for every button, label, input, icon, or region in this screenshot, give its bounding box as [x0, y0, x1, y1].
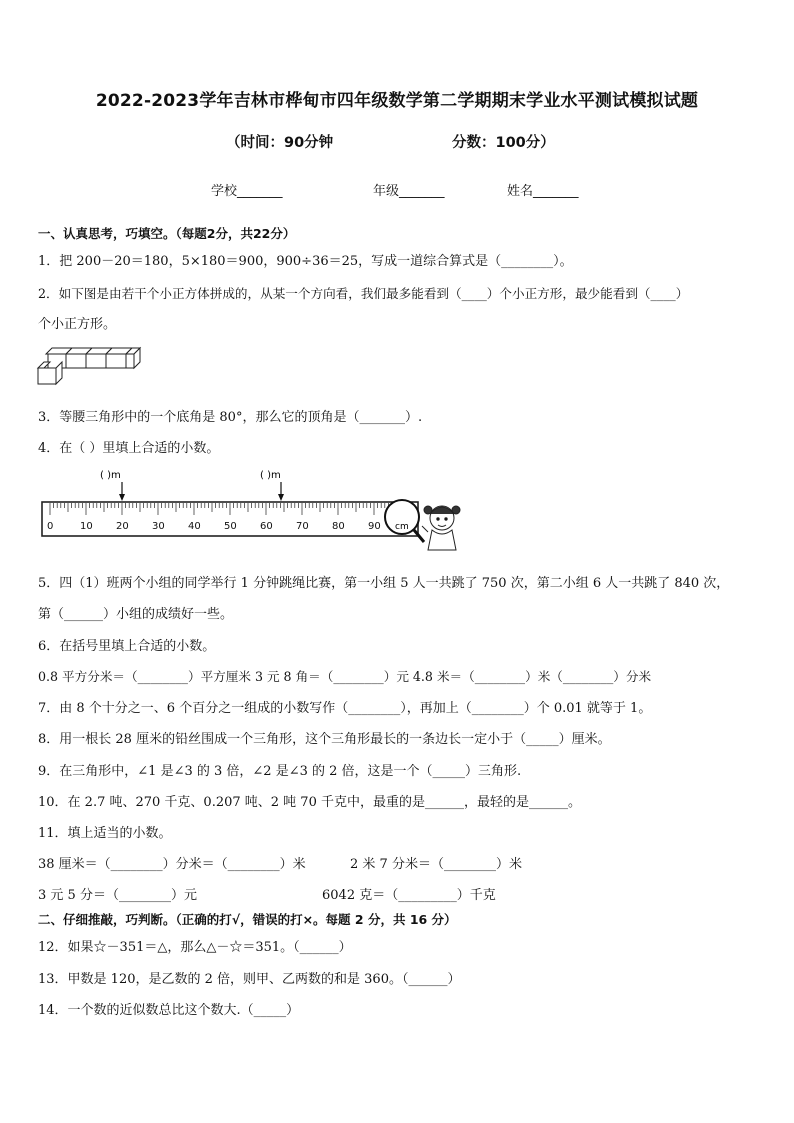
question-7: 7．由 8 个十分之一、6 个百分之一组成的小数写作（________），再加上（________）个 0.01 就等于 1。: [38, 701, 652, 716]
question-5-line-2: 第（______）小组的成绩好一些。: [38, 607, 234, 622]
cubes-figure: [36, 342, 146, 388]
question-6: 6．在括号里填上合适的小数。: [38, 639, 216, 654]
question-8: 8．用一根长 28 厘米的铅丝围成一个三角形，这个三角形最长的一条边长一定小于（_____）厘米。: [38, 732, 611, 747]
question-3: 3．等腰三角形中的一个底角是 80°，那么它的顶角是（_______）.: [38, 410, 423, 425]
question-2-line-1: 2．如下图是由若干个小正方体拼成的，从某一个方向看，我们最多能看到（____）个小正方形，最少能看到（____）: [38, 286, 689, 301]
ruler-tick-label: 0: [47, 521, 54, 532]
question-6-items: 0.8 平方分米＝（________）平方厘米 3 元 8 角＝（________）元 4.8 米＝（________）米（________）分米: [38, 669, 652, 684]
school-field: 学校_______: [211, 184, 283, 199]
question-13: 13．甲数是 120，是乙数的 2 倍，则甲、乙两数的和是 360。（______）: [38, 972, 461, 987]
question-4: 4．在（ ）里填上合适的小数。: [38, 441, 220, 456]
question-11: 11．填上适当的小数。: [38, 826, 172, 841]
arrow-2-head-icon: [278, 494, 284, 501]
ruler-tick-label: 80: [332, 521, 345, 532]
section-2-heading: 二、仔细推敲，巧判断。（正确的打√，错误的打×。每题 2 分，共 16 分）: [38, 912, 457, 927]
question-9: 9．在三角形中，∠1 是∠3 的 3 倍，∠2 是∠3 的 2 倍，这是一个（_____）三角形.: [38, 764, 522, 779]
question-10: 10．在 2.7 吨、270 千克、0.207 吨、2 吨 70 千克中，最重的是______，最轻的是______。: [38, 795, 581, 810]
ruler-tick-label: 50: [224, 521, 237, 532]
page-title: 2022-2023学年吉林市桦甸市四年级数学第二学期期末学业水平测试模拟试题: [95, 91, 699, 111]
question-2-line-2: 个小正方形。: [38, 317, 117, 332]
time-label: （时间：90分钟: [226, 135, 334, 151]
question-11-item-4: 6042 克＝（_________）千克: [322, 888, 496, 903]
ruler-tick-label: 60: [260, 521, 273, 532]
girl-illustration-icon: [422, 506, 460, 550]
ruler-blank-2: ( )m: [260, 470, 281, 481]
ruler-tick-label: 70: [296, 521, 309, 532]
question-11-item-3: 3 元 5 分＝（________）元: [38, 888, 197, 903]
question-12: 12．如果☆－351＝△，那么△－☆＝351。（______）: [38, 940, 352, 955]
name-field: 姓名_______: [507, 184, 579, 199]
arrow-1-head-icon: [119, 494, 125, 501]
ruler-tick-label: 90: [368, 521, 381, 532]
ruler-blank-1: ( )m: [100, 470, 121, 481]
question-14: 14．一个数的近似数总比这个数大.（_____）: [38, 1003, 300, 1018]
question-1: 1．把 200－20＝180，5×180＝900，900÷36＝25，写成一道综合算式是（________）。: [38, 254, 573, 269]
question-11-item-2: 2 米 7 分米＝（________）米: [350, 857, 522, 872]
section-1-heading: 一、认真思考，巧填空。（每题2分，共22分）: [38, 226, 296, 241]
ruler-tick-label: 30: [152, 521, 165, 532]
score-label: 分数：100分）: [452, 135, 555, 151]
grade-field: 年级_______: [373, 184, 445, 199]
question-11-item-1: 38 厘米＝（________）分米＝（________）米: [38, 857, 306, 872]
ruler-figure: [40, 466, 480, 556]
ruler-tick-label: 40: [188, 521, 201, 532]
question-5-line-1: 5．四（1）班两个小组的同学举行 1 分钟跳绳比赛，第一小组 5 人一共跳了 750 次，第二小组 6 人一共跳了 840 次，: [38, 576, 730, 591]
ruler-tick-label: 20: [116, 521, 129, 532]
ruler-tick-label: 10: [80, 521, 93, 532]
ruler-unit: cm: [395, 522, 409, 532]
